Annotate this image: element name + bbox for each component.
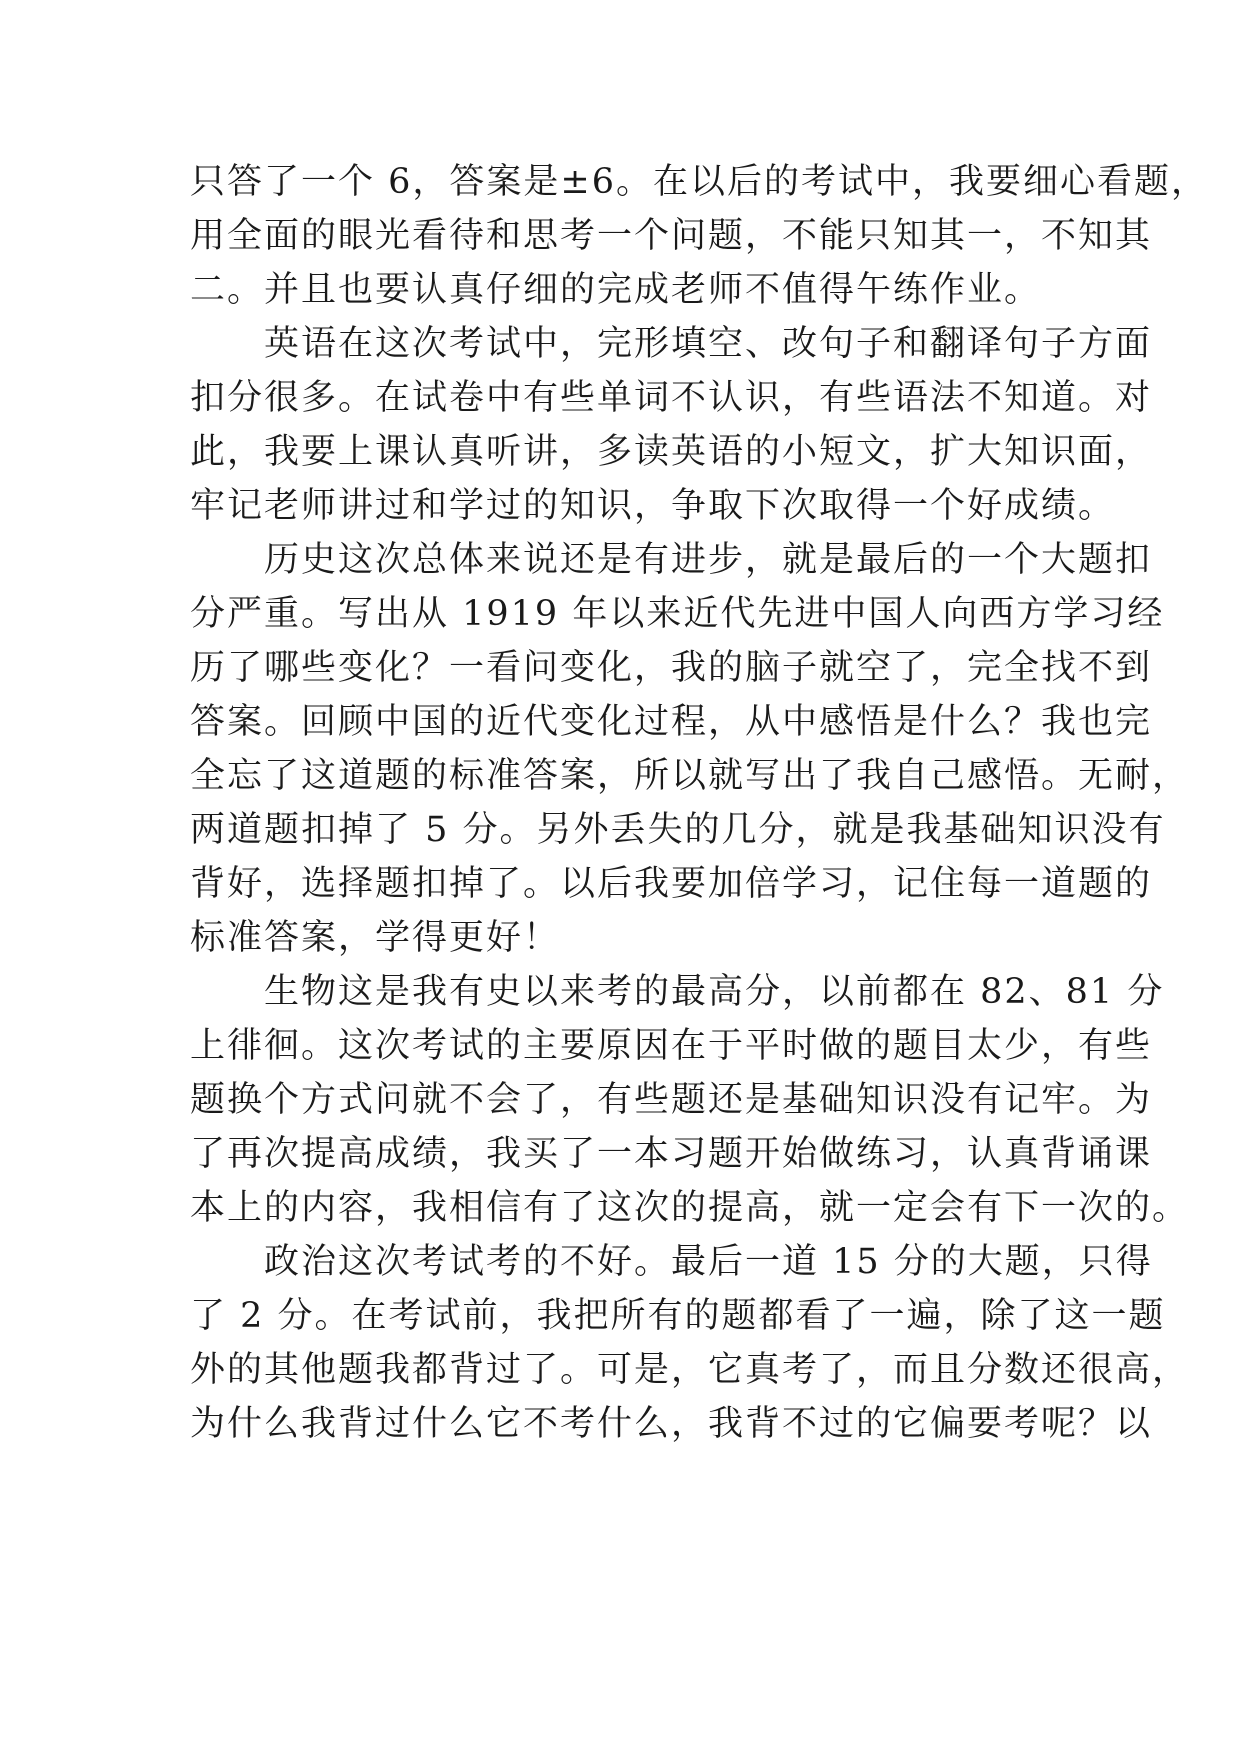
text-line: 牢记老师讲过和学过的知识，争取下次取得一个好成绩。 [190,486,1116,526]
text-line: 历史这次总体来说还是有进步，就是最后的一个大题扣 [190,540,1153,580]
text-line: 了 2 分。在考试前，我把所有的题都看了一遍，除了这一题 [190,1296,1166,1336]
text-line: 标准答案，学得更好！ [190,918,561,958]
text-line: 外的其他题我都背过了。可是，它真考了，而且分数还很高， [190,1350,1190,1390]
text-line: 答案。回顾中国的近代变化过程，从中感悟是什么？我也完 [190,702,1153,742]
text-line: 全忘了这道题的标准答案，所以就写出了我自己感悟。无耐， [190,756,1190,796]
text-line: 扣分很多。在试卷中有些单词不认识，有些语法不知道。对 [190,378,1153,418]
text-line: 此，我要上课认真听讲，多读英语的小短文，扩大知识面， [190,432,1153,472]
text-line: 只答了一个 6，答案是±6。在以后的考试中，我要细心看题， [190,162,1208,202]
text-line: 背好，选择题扣掉了。以后我要加倍学习，记住每一道题的 [190,864,1153,904]
text-line: 用全面的眼光看待和思考一个问题，不能只知其一，不知其 [190,216,1153,256]
text-line: 本上的内容，我相信有了这次的提高，就一定会有下一次的。 [190,1188,1190,1228]
text-line: 政治这次考试考的不好。最后一道 15 分的大题，只得 [190,1242,1153,1282]
text-line: 了再次提高成绩，我买了一本习题开始做练习，认真背诵课 [190,1134,1153,1174]
text-line: 上徘徊。这次考试的主要原因在于平时做的题目太少，有些 [190,1026,1153,1066]
text-line: 分严重。写出从 1919 年以来近代先进中国人向西方学习经 [190,594,1165,634]
text-line: 两道题扣掉了 5 分。另外丢失的几分，就是我基础知识没有 [190,810,1166,850]
text-line: 题换个方式问就不会了，有些题还是基础知识没有记牢。为 [190,1080,1153,1120]
text-line: 历了哪些变化？一看问变化，我的脑子就空了，完全找不到 [190,648,1153,688]
text-line: 英语在这次考试中，完形填空、改句子和翻译句子方面 [190,324,1153,364]
text-line: 为什么我背过什么它不考什么，我背不过的它偏要考呢？以 [190,1404,1153,1444]
text-line: 二。并且也要认真仔细的完成老师不值得午练作业。 [190,270,1042,310]
text-line: 生物这是我有史以来考的最高分，以前都在 82、81 分 [190,972,1165,1012]
